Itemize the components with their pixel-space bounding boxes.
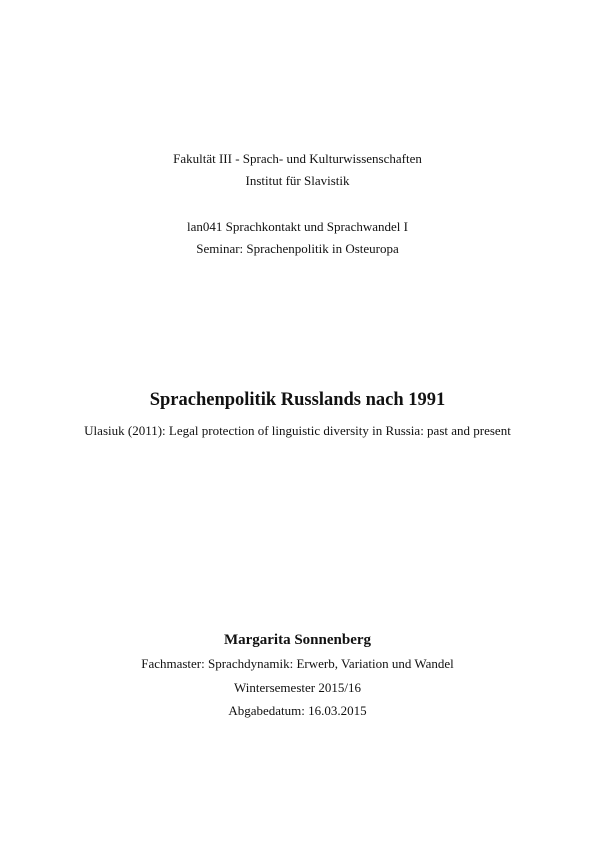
semester-line: Wintersemester 2015/16 xyxy=(234,680,361,695)
document-subtitle: Ulasiuk (2011): Legal protection of linguistic diversity in Russia: past and present xyxy=(84,423,511,438)
document-title: Sprachenpolitik Russlands nach 1991 xyxy=(149,390,446,410)
due-date-line: Abgabedatum: 16.03.2015 xyxy=(228,703,367,718)
institute-line: Institut für Slavistik xyxy=(245,173,350,188)
author-name: Margarita Sonnenberg xyxy=(223,632,372,648)
program-line: Fachmaster: Sprachdynamik: Erwerb, Variation und Wandel xyxy=(141,656,454,671)
seminar-line: Seminar: Sprachenpolitik in Osteuropa xyxy=(196,241,399,256)
faculty-line: Fakultät III - Sprach- und Kulturwissenschaften xyxy=(173,151,422,166)
course-line: lan041 Sprachkontakt und Sprachwandel I xyxy=(187,219,408,234)
